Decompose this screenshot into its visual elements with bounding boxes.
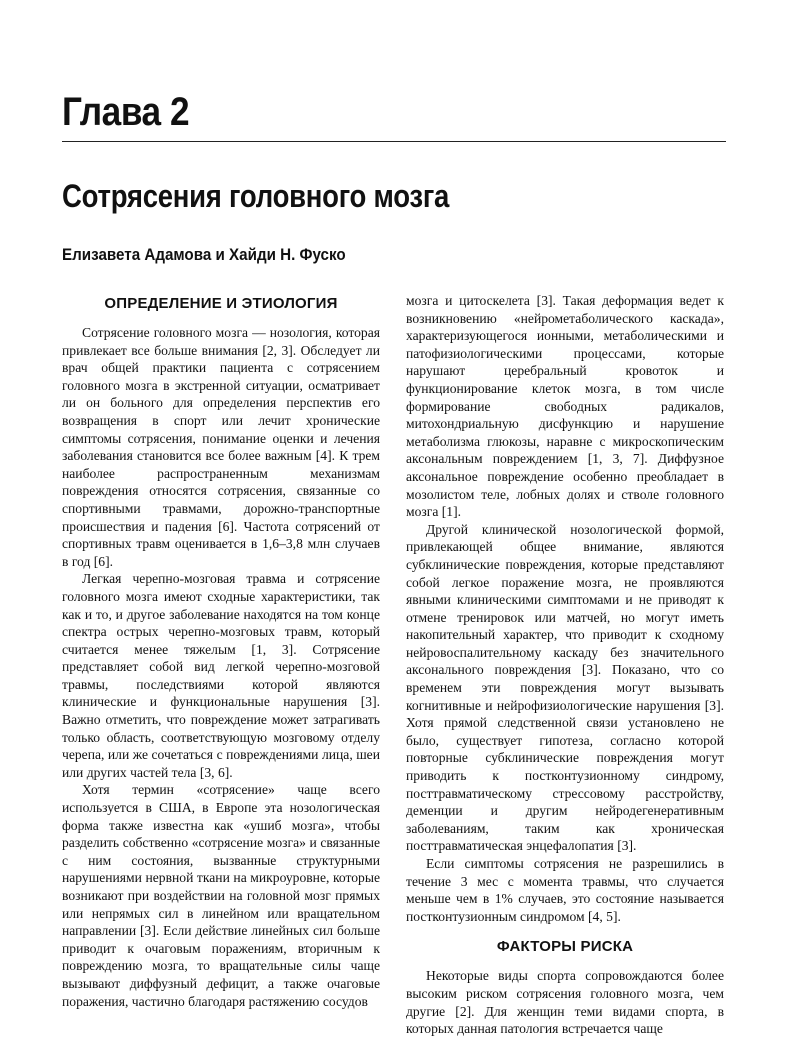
- chapter-title: Сотрясения головного мозга: [62, 178, 450, 214]
- paragraph: мозга и цитоскелета [3]. Такая деформация ведет к возникновению «нейрометаболического каскада», характеризующегося ионными, метаболическими и патофизиологическими процессами, которые нарушают церебральный кровоток и функционирование клеток мозга, в том числе формирование свободных радикалов, митохондриальную дисфункцию и нарушение метаболизма глюкозы, наравне с микроскопическим аксональным повреждением [1, 3, 7]. Диффузное аксональное повреждение особенно преобладает в мозолистом теле, лобных долях и стволе головного мозга [1].: [406, 293, 724, 520]
- section-heading-risk-factors: ФАКТОРЫ РИСКА: [496, 938, 634, 956]
- paragraph: Если симптомы сотрясения не разрешились в течение 3 мес с момента травмы, что случается меньше чем в 1% случаев, это состояние называется постконтузионным синдромом [4, 5].: [406, 856, 724, 924]
- chapter-authors: Елизавета Адамова и Хайди Н. Фуско: [62, 246, 346, 264]
- chapter-divider: [62, 141, 726, 142]
- chapter-number: Глава 2: [62, 90, 190, 134]
- left-column: [62, 290, 380, 1010]
- paragraph: Хотя термин «сотрясение» чаще всего используется в США, в Европе эта нозологическая форма также известна как «ушиб мозга», чтобы разделить собственно «сотрясение мозга» и связанные с ним состояния, вызванные структурными нарушениями нервной ткани на микроуровне, которые возникают при воздействии на головной мозг прямых или непрямых сил в линейном или вращательном направлении [3]. Если действие линейных сил больше приводит к очаговым поражениям, вторичным к повреждению мозга, то вращательные силы чаще вызывают диффузный дефицит, а также очаговые поражения, частично благодаря растяжению сосудов: [62, 782, 380, 1009]
- section-heading-definition: ОПРЕДЕЛЕНИЕ И ЭТИОЛОГИЯ: [104, 295, 338, 312]
- paragraph: Другой клинической нозологической формой, привлекающей общее внимание, являются субклинические повреждения, которые представляют собой легкое поражение мозга, не проявляются явными клиническими симптомами и не приводят к отмене тренировок или матчей, но могут иметь накопительный характер, что приводит к сходному нейровоспалительному каскаду без значительного аксонального повреждения [3]. Показано, что со временем эти повреждения могут вызывать когнитивные и нейрофизиологические нарушения [3]. Хотя прямой следственной связи установлено не было, существует гипотеза, согласно которой повторные субклинические повреждения могут приводить к постконтузионному синдрому, посттравматическому стрессовому расстройству, деменции и другим нейродегенеративным заболеваниям, таким как хроническая посттравматическая энцефалопатия [3].: [406, 521, 724, 854]
- right-column: [406, 292, 724, 1038]
- paragraph: Сотрясение головного мозга — нозология, которая привлекает все больше внимания [2, 3]. Обследует ли врач общей практики пациента с сотрясением головного мозга в экстренной ситуации, осматривает ли он больного для определения перспектив его возвращения в спорт или лечит хронические симптомы сотрясения, понимание оценки и лечения заболевания становится все более важным [4]. К трем наиболее распространенным механизмам повреждения относятся сотрясения, связанные со спортивными травмами, дорожно-транспортные происшествия и падения [6]. Частота сотрясений от спортивных травм оценивается в 1,6–3,8 млн случаев в год [6].: [62, 325, 380, 569]
- paragraph: Некоторые виды спорта сопровождаются более высоким риском сотрясения головного мозга, чем другие [2]. Для женщин теми видами спорта, в которых данная патология встречается чаще: [406, 968, 724, 1037]
- paragraph: Легкая черепно-мозговая травма и сотрясение головного мозга имеют сходные характеристики, так как и то, и другое заболевание находятся на том конце спектра острых черепно-мозговых травм, который считается менее тяжелым [1, 3]. Сотрясение представляет собой вид легкой черепно-мозговой травмы, последствиями которой являются клинические и функциональные нарушения [3]. Важно отметить, что повреждение может затрагивать только область, соответствующую мозговому отделу черепа, или же сочетаться с повреждениями лица, шеи или других частей тела [3, 6].: [62, 571, 380, 780]
